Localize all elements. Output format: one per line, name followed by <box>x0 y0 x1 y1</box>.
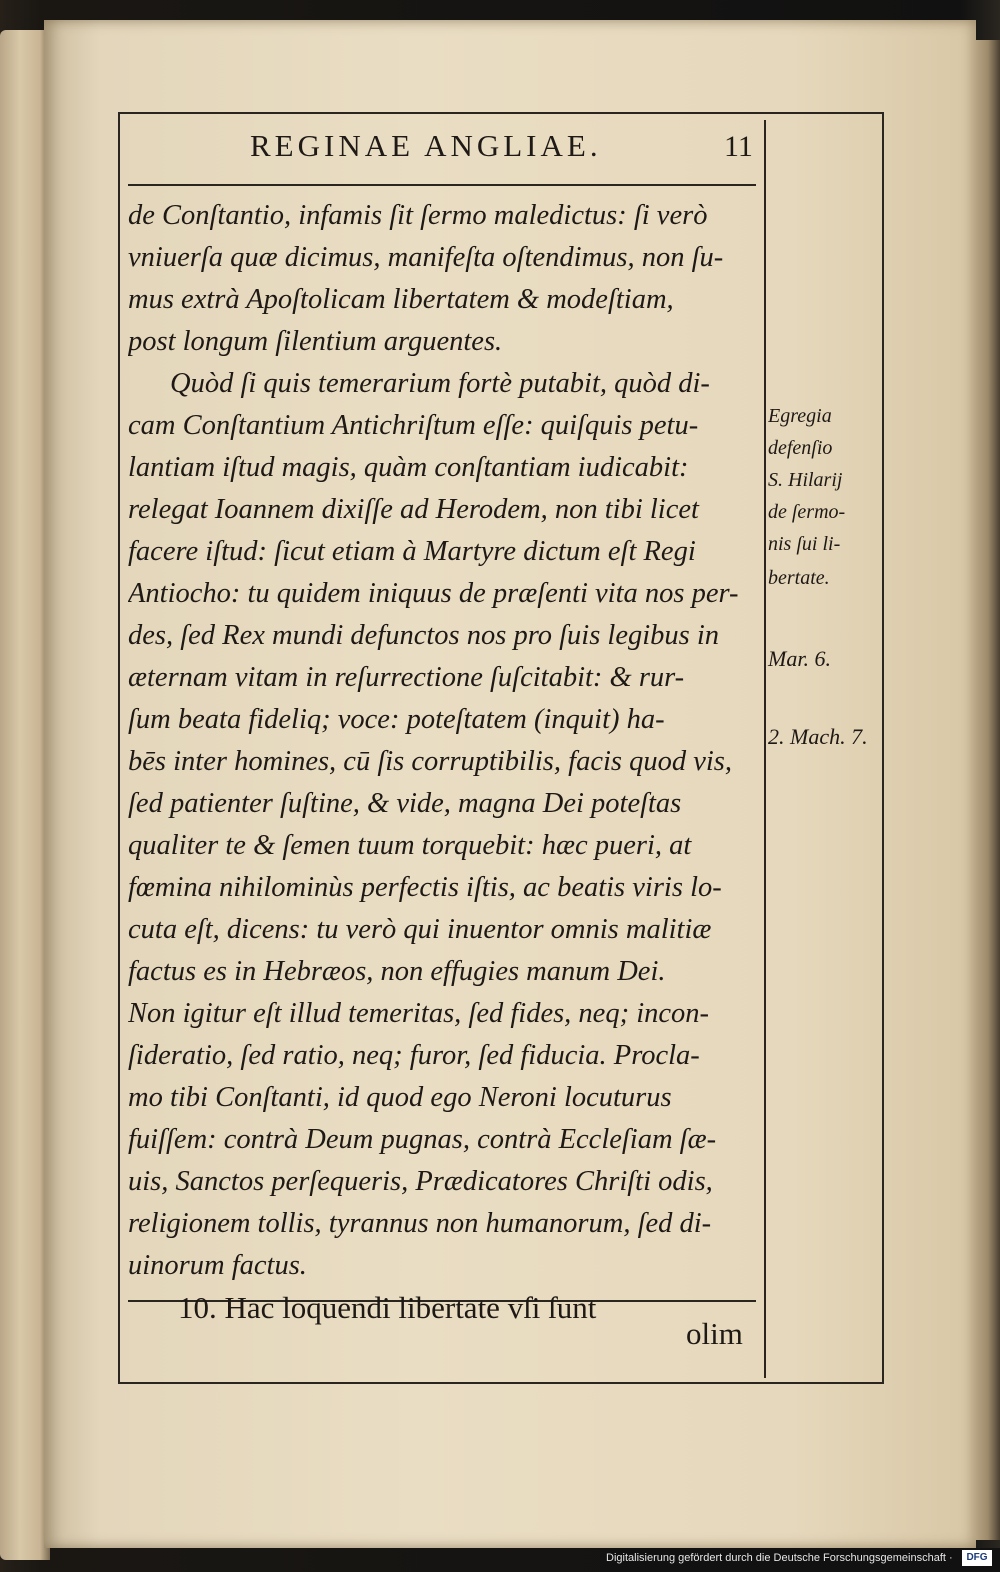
body-line: relegat Ioannem dixiſſe ad Herodem, non tibi licet <box>128 494 699 525</box>
body-line: cam Conſtantium Antichriſtum eſſe: quiſquis petu- <box>128 410 699 441</box>
body-line: ſed patienter ſuſtine, & vide, magna Dei poteſtas <box>128 788 682 819</box>
sidenote-line: Egregia <box>768 405 832 427</box>
body-line: Antiocho: tu quidem iniquus de præſenti vita nos per- <box>128 578 739 609</box>
sidenote-line: de ſermo- <box>768 501 846 523</box>
body-line: ſum beata fideliq; voce: poteſtatem (inquit) ha- <box>128 704 665 735</box>
body-line: post longum ſilentium arguentes. <box>128 326 503 357</box>
left-page-edge <box>0 30 50 1560</box>
body-line: factus es in Hebræos, non effugies manum Dei. <box>128 956 666 987</box>
marginal-reference-maccabees: 2. Mach. 7. <box>768 724 868 749</box>
catchword: olim <box>686 1316 743 1351</box>
head-rule <box>128 184 756 186</box>
body-line: bēs inter homines, cū ſis corruptibilis, facis quod vis, <box>128 746 733 777</box>
section-start-line: 10. Hac loquendi libertate vſi ſunt <box>178 1290 597 1325</box>
sidenote-line: bertate. <box>768 567 830 589</box>
sidenote-line: nis ſui li- <box>768 533 841 555</box>
body-line: ſideratio, ſed ratio, neq; furor, ſed fiducia. Procla- <box>128 1040 700 1071</box>
running-head: REGINAE ANGLIAE. <box>250 128 602 163</box>
body-line: lantiam iſtud magis, quàm conſtantiam iudicabit: <box>128 452 689 483</box>
body-line: qualiter te & ſemen tuum torquebit: hæc pueri, at <box>128 830 692 861</box>
body-line: mo tibi Conſtanti, id quod ego Neroni locuturus <box>128 1082 672 1113</box>
funding-credit: Digitalisierung gefördert durch die Deutsche Forschungsgemeinschaft · <box>606 1552 953 1564</box>
body-line: fœmina nihilominùs perfectis iſtis, ac beatis viris lo- <box>128 872 722 903</box>
margin-rule <box>764 120 766 1378</box>
sidenote-line: defenſio <box>768 437 833 459</box>
body-line: Non igitur eſt illud temeritas, ſed fides, neq; incon- <box>128 998 710 1029</box>
body-line: mus extrà Apoſtolicam libertatem & modeſtiam, <box>128 284 674 315</box>
page-number: 11 <box>724 130 753 163</box>
sidenote-line: S. Hilarij <box>768 469 843 491</box>
body-line: æternam vitam in reſurrectione ſuſcitabit: & rur- <box>128 662 685 693</box>
marginal-reference-mark: Mar. 6. <box>768 646 831 671</box>
body-line: vniuerſa quæ dicimus, manifeſta oſtendimus, non ſu- <box>128 242 724 273</box>
dfg-logo: DFG <box>962 1550 992 1566</box>
body-line: fuiſſem: contrà Deum pugnas, contrà Eccleſiam ſæ- <box>128 1124 717 1155</box>
body-line: uis, Sanctos perſequeris, Prædicatores Chriſti odis, <box>128 1166 713 1197</box>
body-line: facere iſtud: ſicut etiam à Martyre dictum eſt Regi <box>128 536 696 567</box>
body-line: Quòd ſi quis temerarium fortè putabit, quòd di- <box>170 368 710 399</box>
body-line: des, ſed Rex mundi defunctos nos pro ſuis legibus in <box>128 620 720 651</box>
body-line: de Conſtantio, infamis ſit ſermo maledictus: ſi verò <box>128 200 708 231</box>
body-line: uinorum factus. <box>128 1250 307 1281</box>
body-line: cuta eſt, dicens: tu verò qui inuentor omnis malitiæ <box>128 914 712 945</box>
body-line: religionem tollis, tyrannus non humanorum, ſed di- <box>128 1208 712 1239</box>
